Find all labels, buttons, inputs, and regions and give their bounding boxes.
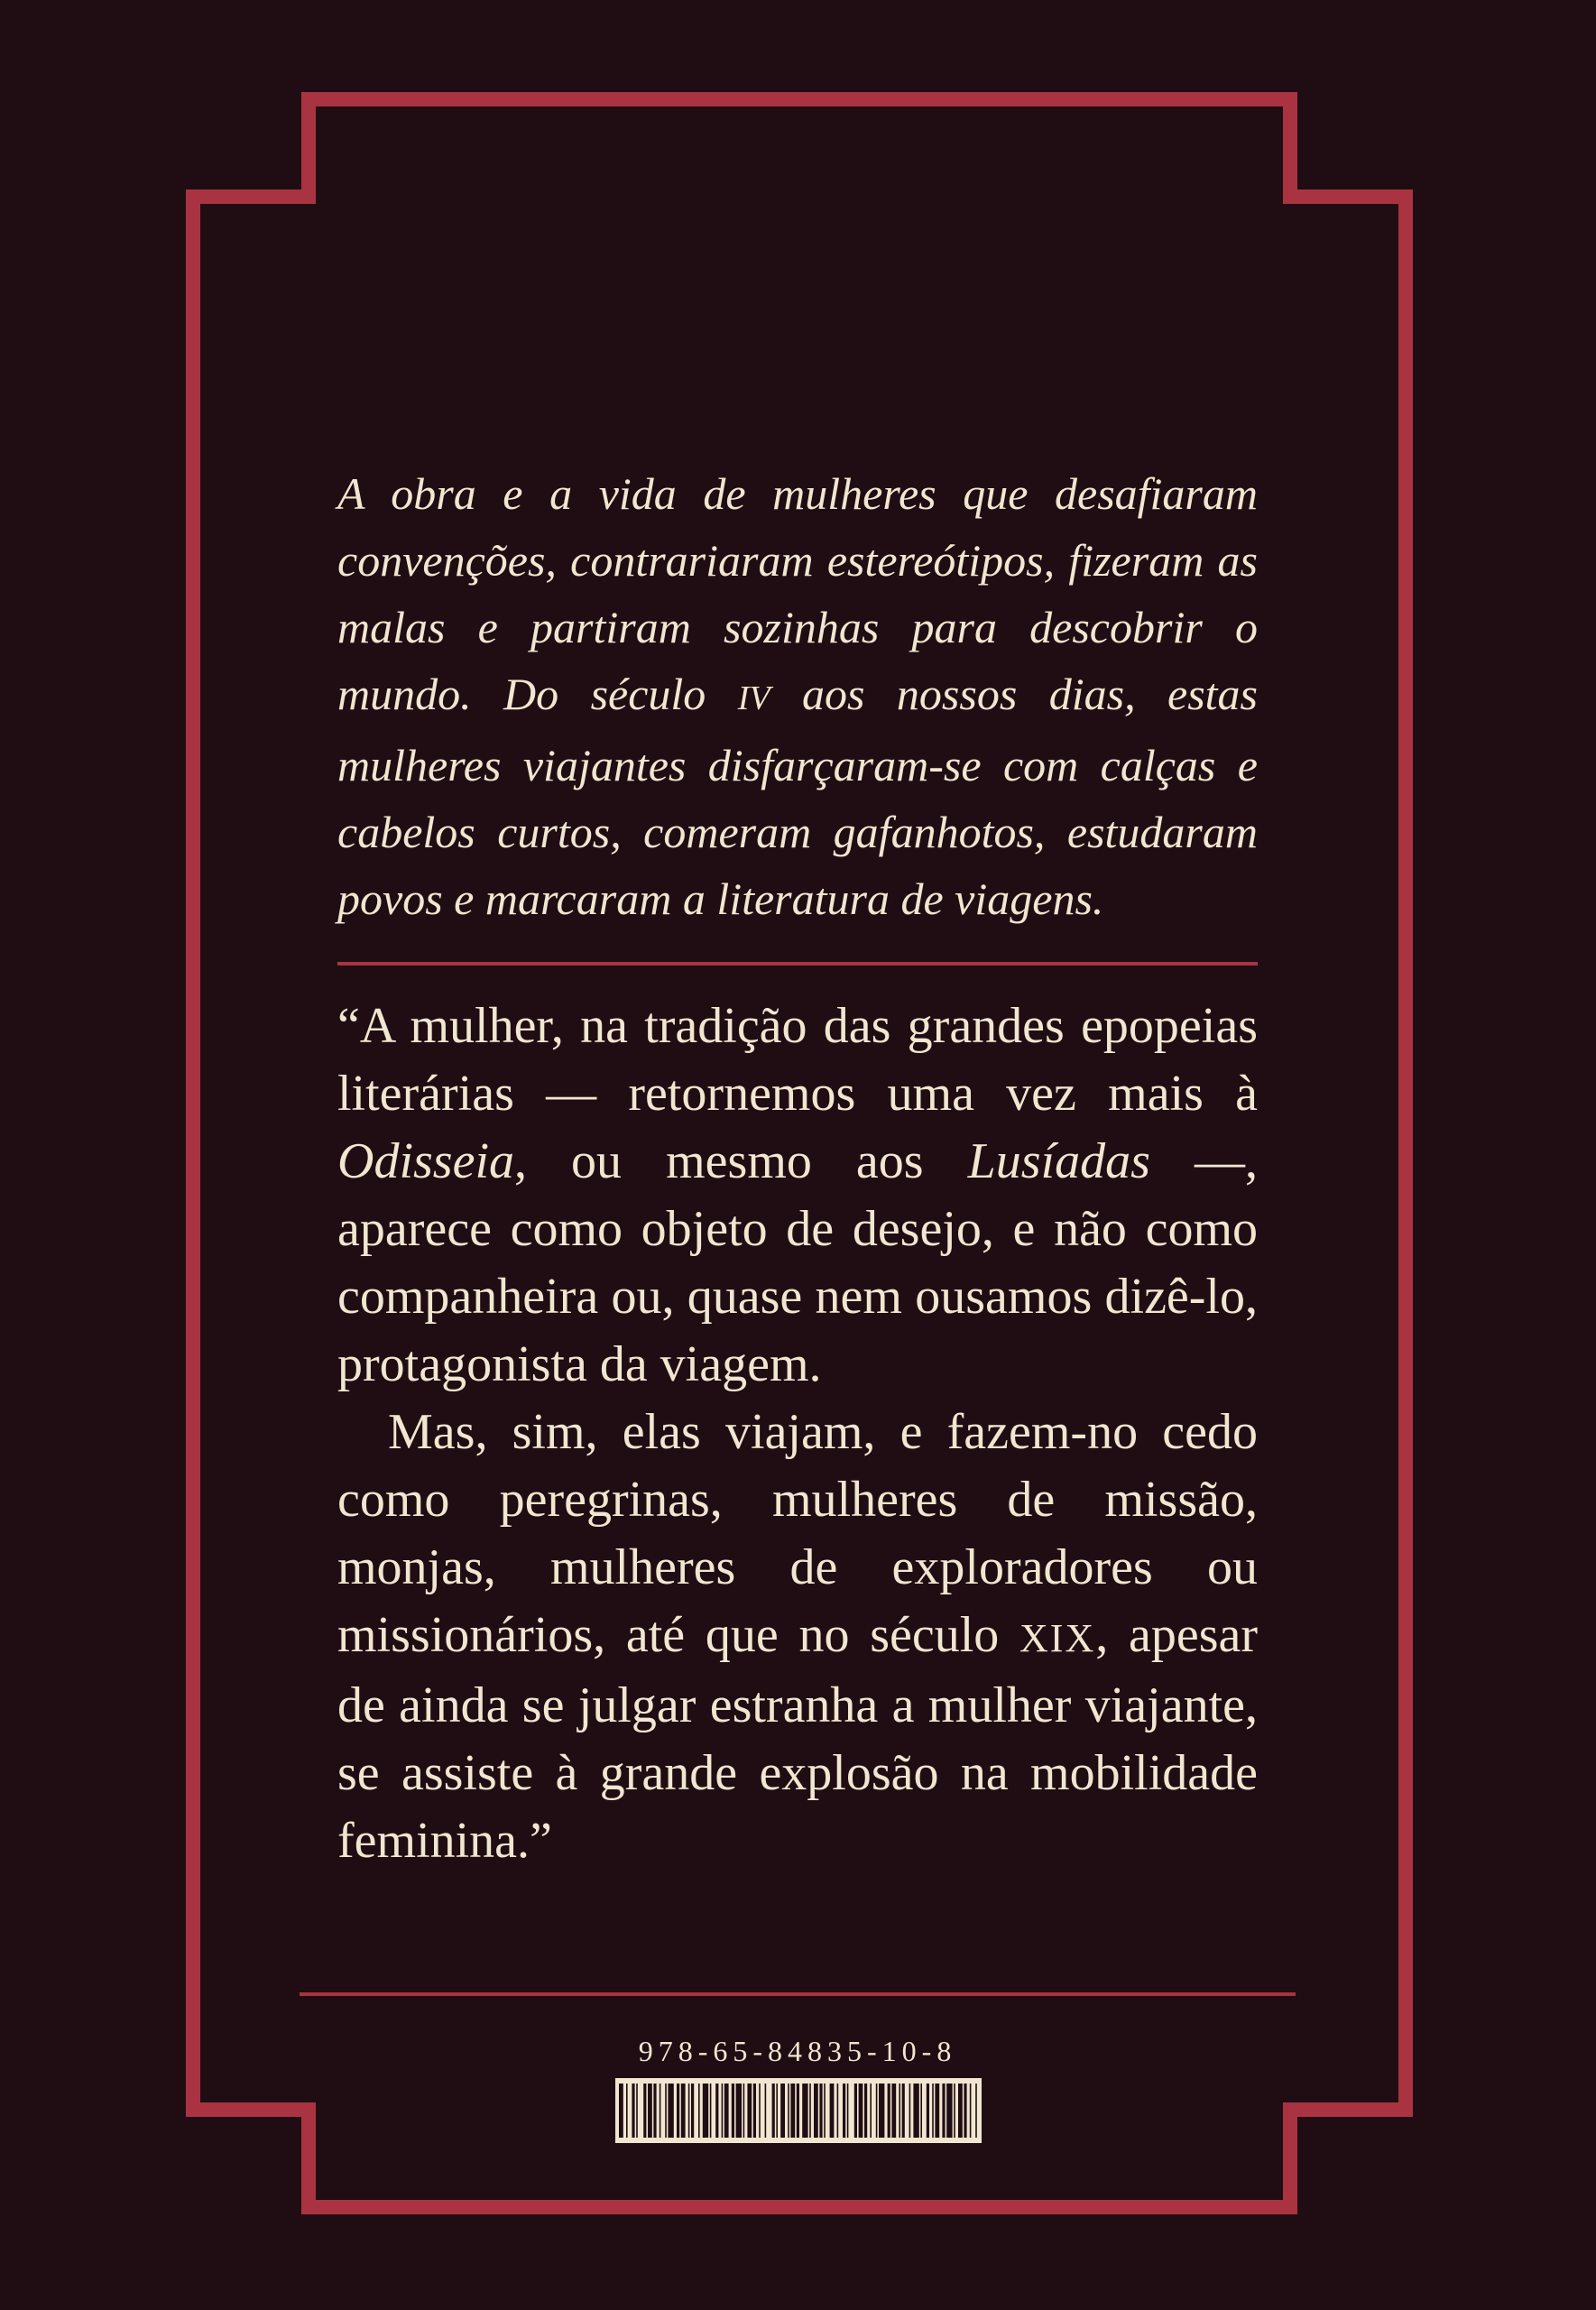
barcode-icon bbox=[615, 2078, 982, 2143]
divider-line bbox=[337, 962, 1258, 966]
title-odisseia: Odisseia bbox=[337, 1133, 514, 1189]
divider-line-bottom bbox=[300, 1992, 1296, 1996]
quote-paragraph-2: Mas, sim, elas viajam, e fazem-no cedo como peregrinas, mulheres de missão, monjas, mulheres de exploradores ou missionários, até que no século XIX, apesar de ainda se julgar estranha a mulher viajante, se assiste à grande explosão na mobilidade feminina.” bbox=[337, 1404, 1258, 1869]
quote-paragraph-1: “A mulher, na tradição das grandes epopeias literárias — retornemos uma vez mais à Odisseia, ou mesmo aos Lusíadas —, aparece como objeto de desejo, e não como companheira ou, quase nem ousamos dizê-lo, protagonista da viagem. bbox=[337, 998, 1258, 1392]
excerpt-quote bbox=[337, 993, 1258, 1875]
blurb-text-start: A obra e a vida de mulheres que desafiaram convenções, contrariaram estereótipos, fizeram as malas e partiram sozinhas para descobrir o mundo. Do século bbox=[337, 468, 1258, 719]
isbn-number: 978-65-84835-10-8 bbox=[638, 2035, 957, 2067]
title-lusiadas: Lusíadas bbox=[967, 1133, 1150, 1189]
quote-century: XIX bbox=[1019, 1616, 1096, 1660]
back-cover-blurb bbox=[337, 460, 1258, 932]
blurb-text-end: aos nossos dias, estas mulheres viajantes disfarçaram-se com calças e cabelos curtos, comeram gafanhotos, estudaram povos e marcaram a literatura de viagens. bbox=[337, 669, 1258, 924]
blurb-century: IV bbox=[737, 679, 770, 717]
